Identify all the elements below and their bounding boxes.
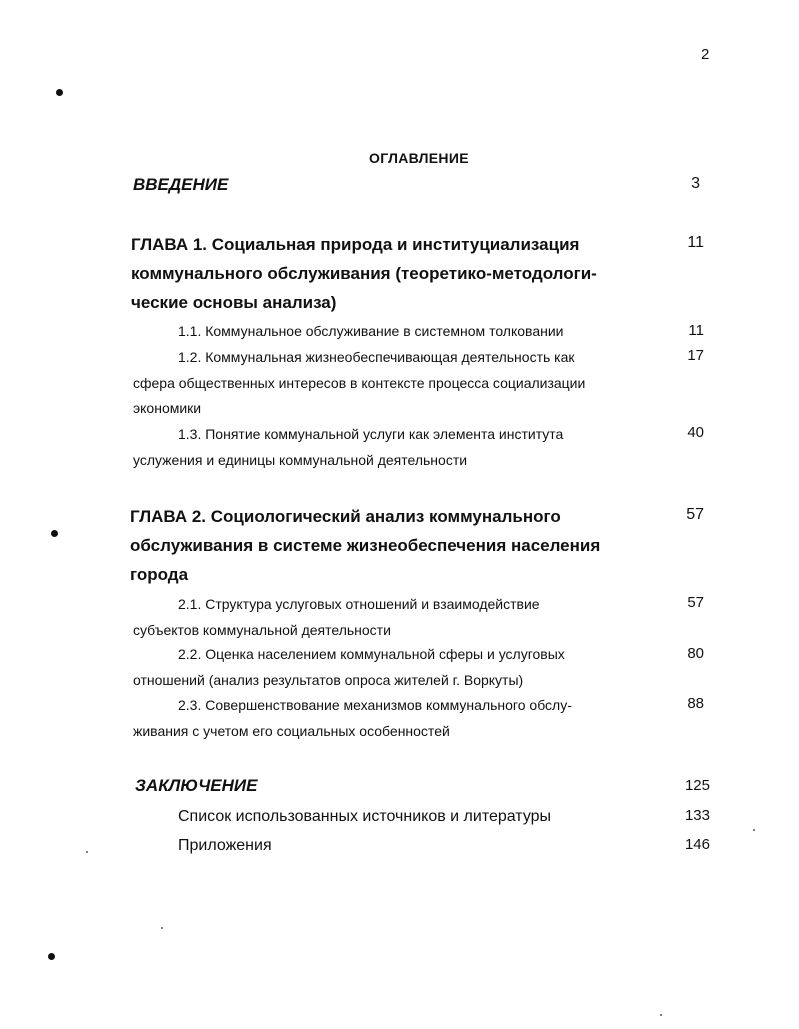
punch-hole-mark [51,530,58,537]
appendix-page: 146 [684,836,710,853]
section-title-line: 1.1. Коммунальное обслуживание в системном толковании [178,323,564,339]
chapter-2-title-line: города [130,565,189,584]
section-2-3-page: 88 [687,695,704,712]
chapter-2-title [130,502,600,589]
chapter-1-title-line: ГЛАВА 1. Социальная природа и институциализация [131,235,580,254]
chapter-2-page: 57 [686,506,704,523]
scan-speck [660,1014,662,1016]
references-page: 133 [684,807,710,824]
section-title-line: отношений (анализ результатов опроса жителей г. Воркуты) [133,671,524,688]
section-title-line: 2.2. Оценка населением коммунальной сферы и услуговых [178,646,565,662]
section-2-2-title [133,642,565,693]
page-number: 2 [701,46,710,63]
section-2-2-page: 80 [687,645,704,662]
section-title-line: 1.2. Коммунальная жизнеобеспечивающая деятельность как [178,349,575,365]
section-title-line: субъектов коммунальной деятельности [133,621,391,638]
section-1-2-page: 17 [687,347,704,364]
section-2-1-page: 57 [687,594,704,611]
intro-title: ВВЕДЕНИЕ [133,175,229,194]
section-title-line: сфера общественных интересов в контексте процесса социализации [133,374,586,391]
section-title-line: 2.3. Совершенствование механизмов коммунального обслу- [178,697,572,713]
intro-page: 3 [691,175,700,192]
chapter-1-title-line: ческие основы анализа) [131,293,337,312]
conclusion-title: ЗАКЛЮЧЕНИЕ [135,776,258,795]
chapter-1-page: 11 [687,234,704,251]
punch-hole-mark [56,89,63,96]
chapter-1-title-line: коммунального обслуживания (теоретико-методологи- [131,264,597,283]
section-1-3-page: 40 [687,424,704,441]
scan-speck [161,927,163,929]
section-title-line: услужения и единицы коммунальной деятельности [133,451,468,468]
section-1-2-title [133,345,585,422]
section-title-line: экономики [133,400,202,416]
section-1-3-title [133,422,563,473]
section-1-1-page: 11 [688,322,704,339]
chapter-2-title-line: ГЛАВА 2. Социологический анализ коммунального [130,507,561,526]
chapter-2-title-line: обслуживания в системе жизнеобеспечения населения [130,536,601,555]
section-title-line: живания с учетом его социальных особенностей [133,722,450,739]
section-2-1-title [133,592,540,643]
toc-title: ОГЛАВЛЕНИЕ [369,150,469,166]
section-title-line: 1.3. Понятие коммунальной услуги как элемента института [178,426,564,442]
appendix-title: Приложения [178,837,272,854]
conclusion-page: 125 [684,777,710,794]
section-1-1-title [133,319,563,345]
punch-hole-mark [48,953,55,960]
references-title: Список использованных источников и литературы [178,808,552,825]
scan-speck [86,851,88,853]
chapter-1-title [131,230,597,317]
section-title-line: 2.1. Структура услуговых отношений и взаимодействие [178,596,540,612]
scan-speck [753,829,755,831]
section-2-3-title [133,693,572,744]
